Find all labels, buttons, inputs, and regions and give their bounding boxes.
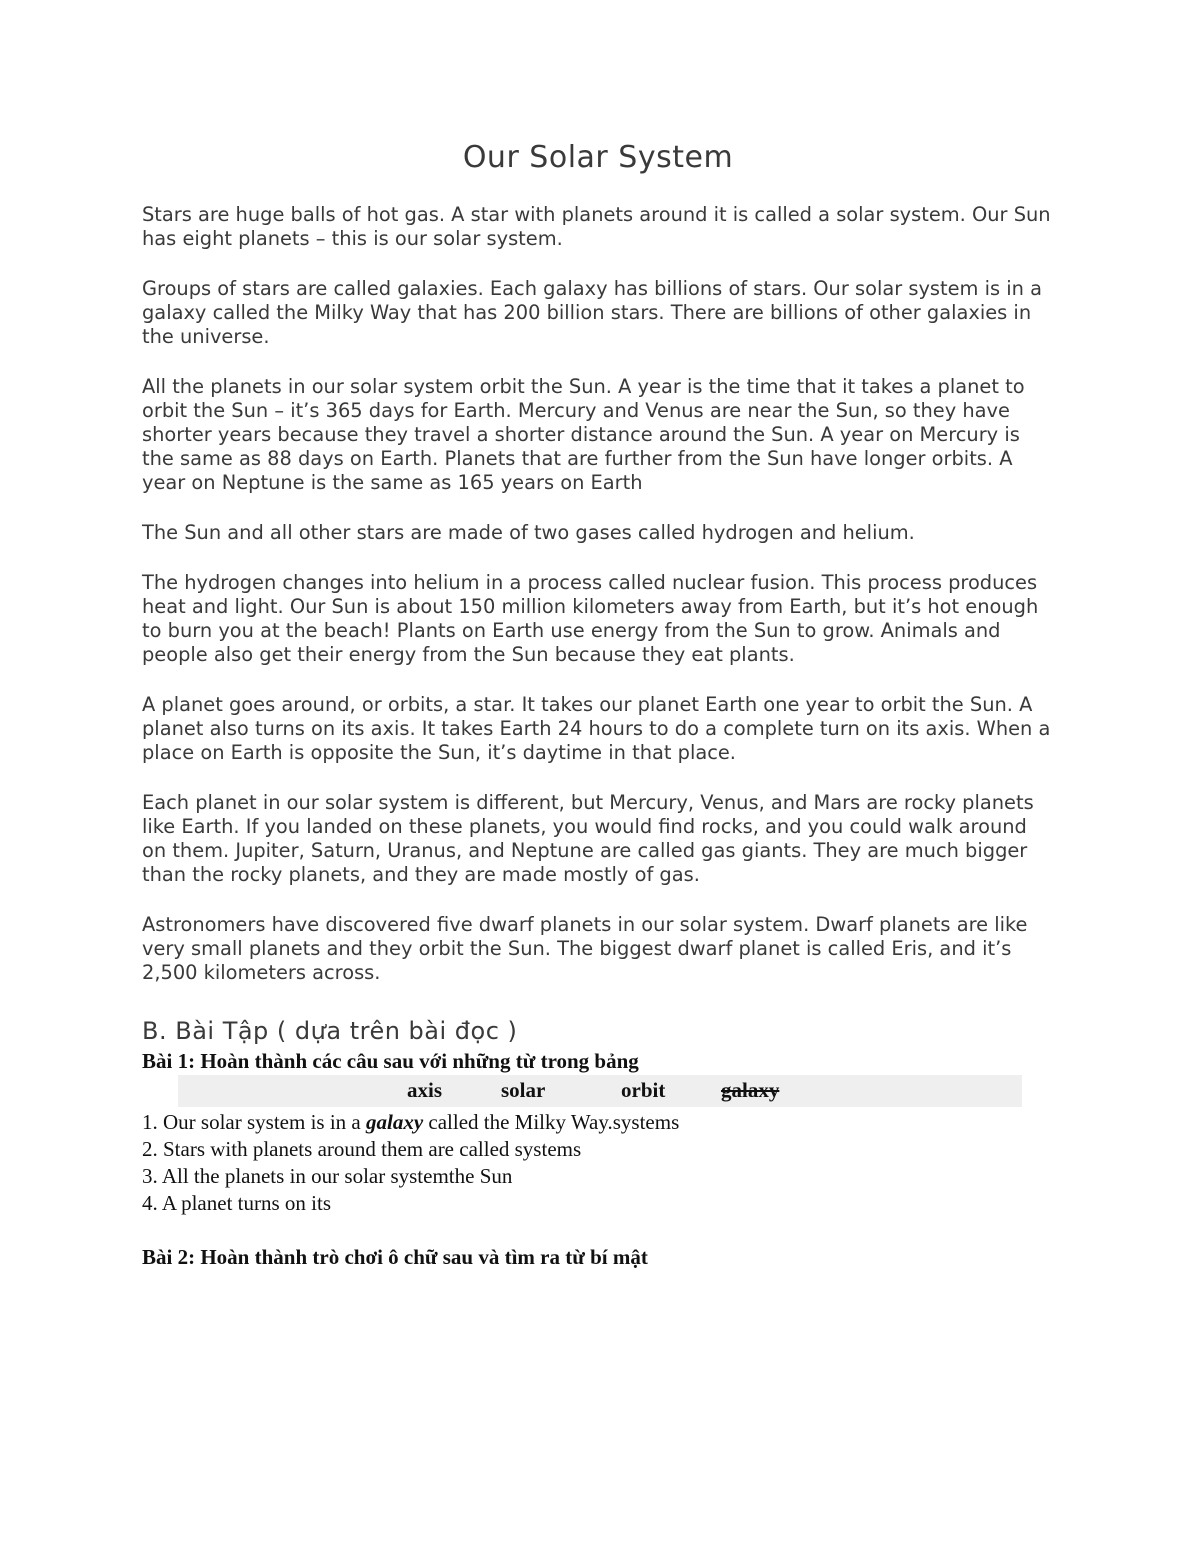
exercise-1-item-2: 2. Stars with planets around them are called systems	[142, 1137, 582, 1161]
exercise-1-item-4: 4. A planet turns on its	[142, 1191, 331, 1215]
section-b-title: B. Bài Tập ( dựa trên bài đọc )	[142, 1017, 518, 1045]
word-bank-item-used: galaxy	[721, 1078, 780, 1102]
paragraph-galaxies: Groups of stars are called galaxies. Each galaxy has billions of stars. Our solar system is in a galaxy called the Milky Way that has 200 billion stars. There are billions of other galaxies in the universe.	[142, 277, 1042, 348]
exercise-1	[142, 1047, 1054, 1271]
exercise-1-item-1	[142, 1109, 1054, 1136]
exercise-2-heading: Bài 2: Hoàn thành trò chơi ô chữ sau và tìm ra từ bí mật	[142, 1245, 648, 1269]
word-bank-item: axis	[407, 1078, 443, 1102]
paragraph-fusion: The hydrogen changes into helium in a process called nuclear fusion. This process produces heat and light. Our Sun is about 150 million kilometers away from Earth, but it’s hot enough to burn you at the beach! Plants on Earth use energy from the Sun to grow. Animals and people also get their energy from the Sun because they eat plants.	[142, 571, 1039, 666]
item-1-answer: galaxy	[365, 1110, 424, 1134]
exercise-1-item-3: 3. All the planets in our solar systemthe Sun	[142, 1164, 513, 1188]
paragraph-gases: The Sun and all other stars are made of two gases called hydrogen and helium.	[142, 521, 915, 544]
item-1-text-after: called the Milky Way.systems	[423, 1110, 680, 1134]
word-bank	[178, 1075, 1022, 1107]
word-bank-item: solar	[501, 1078, 546, 1102]
paragraph-orbits: All the planets in our solar system orbit the Sun. A year is the time that it takes a planet to orbit the Sun – it’s 365 days for Earth. Mercury and Venus are near the Sun, so they have shorter years because they travel a shorter distance around the Sun. A year on Mercury is the same as 88 days on Earth. Planets that are further from the Sun have longer orbits. A year on Neptune is the same as 165 years on Earth	[142, 375, 1025, 494]
paragraph-dwarf-planets: Astronomers have discovered five dwarf planets in our solar system. Dwarf planets are like very small planets and they orbit the Sun. The biggest dwarf planet is called Eris, and it’s 2,500 kilometers across.	[142, 913, 1028, 984]
item-1-text-before: 1. Our solar system is in a	[142, 1110, 366, 1134]
paragraph-stars: Stars are huge balls of hot gas. A star with planets around it is called a solar system. Our Sun has eight planets – this is our solar system.	[142, 203, 1051, 250]
paragraph-axis: A planet goes around, or orbits, a star. It takes our planet Earth one year to orbit the Sun. A planet also turns on its axis. It takes Earth 24 hours to do a complete turn on its axis. When a place on Earth is opposite the Sun, it’s daytime in that place.	[142, 693, 1051, 764]
word-bank-item: orbit	[621, 1078, 666, 1102]
document-page	[142, 140, 1054, 1271]
paragraph-planet-types: Each planet in our solar system is different, but Mercury, Venus, and Mars are rocky planets like Earth. If you landed on these planets, you would find rocks, and you could walk around on them. Jupiter, Saturn, Uranus, and Neptune are called gas giants. They are much bigger than the rocky planets, and they are made mostly of gas.	[142, 791, 1034, 886]
exercise-1-heading: Bài 1: Hoàn thành các câu sau với những từ trong bảng	[142, 1049, 639, 1073]
document-title: Our Solar System	[462, 140, 734, 175]
